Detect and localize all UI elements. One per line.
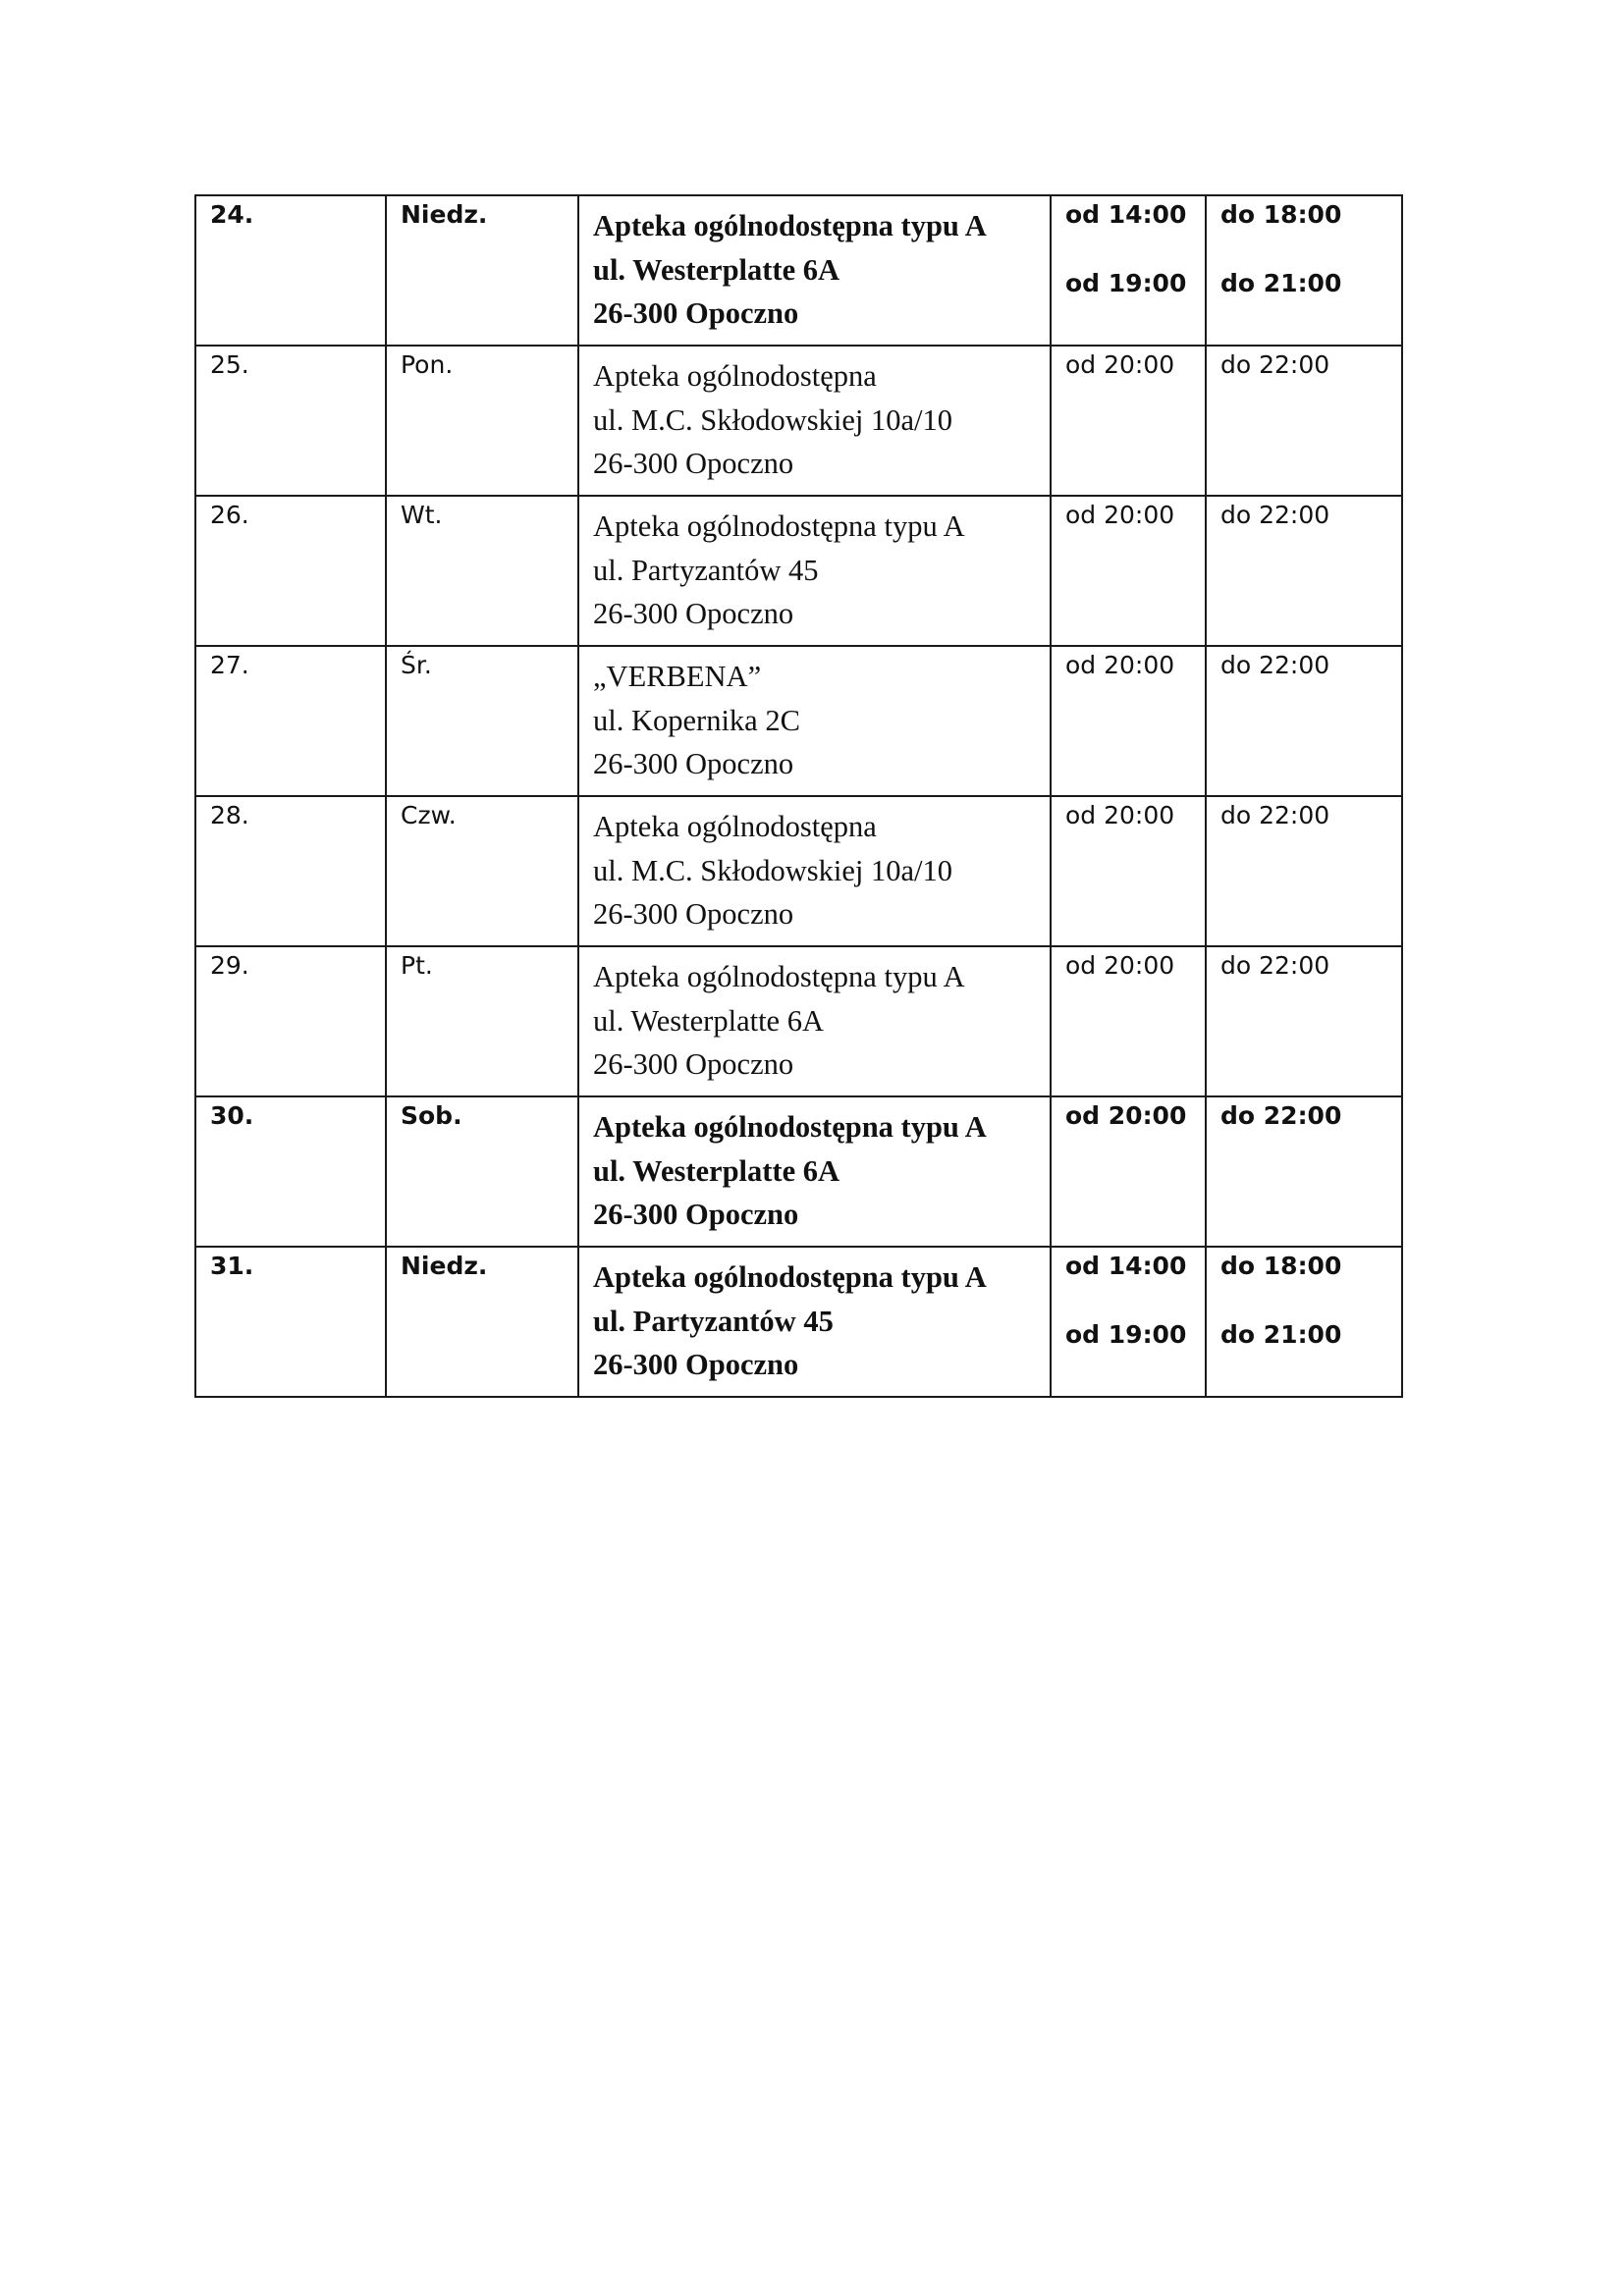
opening-time-cell [1051,496,1206,646]
pharmacy-cell [578,195,1051,346]
day-number-cell [195,496,386,646]
weekday-cell [386,1096,578,1247]
day-number-cell [195,1247,386,1397]
pharmacy-name: Apteka ogólnodostępna [593,359,877,393]
pharmacy-cell [578,346,1051,496]
pharmacy-name: Apteka ogólnodostępna typu A [593,209,987,242]
pharmacy-street: ul. Kopernika 2C [593,703,800,737]
weekday: Niedz. [401,1252,488,1280]
day-number: 31. [210,1252,254,1280]
table-row [195,1247,1402,1397]
closing-time-second: do 21:00 [1220,269,1342,297]
weekday-cell [386,1247,578,1397]
opening-time-cell [1051,1096,1206,1247]
opening-time: od 20:00 [1065,951,1175,980]
table-row [195,646,1402,796]
opening-time: od 20:00 [1065,651,1175,679]
weekday: Pon. [401,350,454,379]
day-number: 27. [210,651,249,679]
pharmacy-street: ul. M.C. Skłodowskiej 10a/10 [593,402,953,437]
day-number: 29. [210,951,249,980]
closing-time-cell [1206,195,1402,346]
pharmacy-city: 26-300 Opoczno [593,1348,799,1381]
pharmacy-cell [578,646,1051,796]
opening-time: od 14:00 [1065,200,1187,229]
pharmacy-cell [578,1247,1051,1397]
pharmacy-street: ul. Partyzantów 45 [593,1304,834,1338]
table-row [195,1096,1402,1247]
table-row [195,946,1402,1096]
weekday: Czw. [401,801,457,829]
day-number-cell [195,796,386,946]
day-number-cell [195,646,386,796]
pharmacy-name: Apteka ogólnodostępna typu A [593,1260,987,1294]
pharmacy-street: ul. Westerplatte 6A [593,1153,840,1188]
weekday-cell [386,646,578,796]
table-row [195,346,1402,496]
pharmacy-street: ul. Partyzantów 45 [593,553,819,587]
opening-time-second: od 19:00 [1065,269,1187,297]
table-row [195,496,1402,646]
day-number: 28. [210,801,249,829]
pharmacy-street: ul. Westerplatte 6A [593,252,840,287]
day-number: 30. [210,1101,254,1130]
pharmacy-duty-table [194,194,1403,1398]
closing-time: do 22:00 [1220,501,1330,529]
day-number-cell [195,346,386,496]
day-number: 24. [210,200,254,229]
pharmacy-duty-rows [195,195,1402,1397]
pharmacy-cell [578,496,1051,646]
closing-time-cell [1206,1247,1402,1397]
weekday-cell [386,946,578,1096]
closing-time-cell [1206,346,1402,496]
closing-time-second: do 21:00 [1220,1320,1342,1349]
closing-time-cell [1206,796,1402,946]
opening-time-cell [1051,195,1206,346]
closing-time-cell [1206,496,1402,646]
closing-time: do 22:00 [1220,651,1330,679]
pharmacy-street: ul. M.C. Skłodowskiej 10a/10 [593,853,953,887]
opening-time-second: od 19:00 [1065,1320,1187,1349]
weekday-cell [386,496,578,646]
day-number-cell [195,1096,386,1247]
day-number-cell [195,946,386,1096]
closing-time: do 18:00 [1220,200,1342,229]
weekday-cell [386,796,578,946]
opening-time: od 20:00 [1065,501,1175,529]
table-row [195,796,1402,946]
pharmacy-name: Apteka ogólnodostępna typu A [593,1110,987,1144]
closing-time: do 18:00 [1220,1252,1342,1280]
pharmacy-name: Apteka ogólnodostępna [593,810,877,843]
closing-time-cell [1206,1096,1402,1247]
pharmacy-name: Apteka ogólnodostępna typu A [593,509,965,543]
opening-time: od 20:00 [1065,801,1175,829]
opening-time: od 14:00 [1065,1252,1187,1280]
pharmacy-cell [578,796,1051,946]
pharmacy-cell [578,1096,1051,1247]
pharmacy-cell [578,946,1051,1096]
pharmacy-city: 26-300 Opoczno [593,747,794,780]
closing-time: do 22:00 [1220,1101,1342,1130]
pharmacy-street: ul. Westerplatte 6A [593,1003,824,1038]
closing-time: do 22:00 [1220,951,1330,980]
weekday: Niedz. [401,200,488,229]
weekday-cell [386,346,578,496]
opening-time-cell [1051,1247,1206,1397]
opening-time-cell [1051,646,1206,796]
opening-time-cell [1051,346,1206,496]
table-row [195,195,1402,346]
opening-time: od 20:00 [1065,350,1175,379]
opening-time-cell [1051,946,1206,1096]
day-number: 25. [210,350,249,379]
weekday: Pt. [401,951,433,980]
weekday: Śr. [401,651,432,679]
closing-time-cell [1206,646,1402,796]
pharmacy-city: 26-300 Opoczno [593,1198,799,1231]
opening-time: od 20:00 [1065,1101,1187,1130]
pharmacy-city: 26-300 Opoczno [593,447,794,480]
pharmacy-name: „VERBENA” [593,660,762,693]
weekday: Wt. [401,501,443,529]
pharmacy-city: 26-300 Opoczno [593,296,799,330]
weekday: Sob. [401,1101,462,1130]
opening-time-cell [1051,796,1206,946]
pharmacy-city: 26-300 Opoczno [593,1047,794,1081]
day-number-cell [195,195,386,346]
pharmacy-name: Apteka ogólnodostępna typu A [593,960,965,993]
pharmacy-city: 26-300 Opoczno [593,897,794,931]
closing-time: do 22:00 [1220,801,1330,829]
pharmacy-city: 26-300 Opoczno [593,597,794,630]
closing-time-cell [1206,946,1402,1096]
closing-time: do 22:00 [1220,350,1330,379]
weekday-cell [386,195,578,346]
day-number: 26. [210,501,249,529]
